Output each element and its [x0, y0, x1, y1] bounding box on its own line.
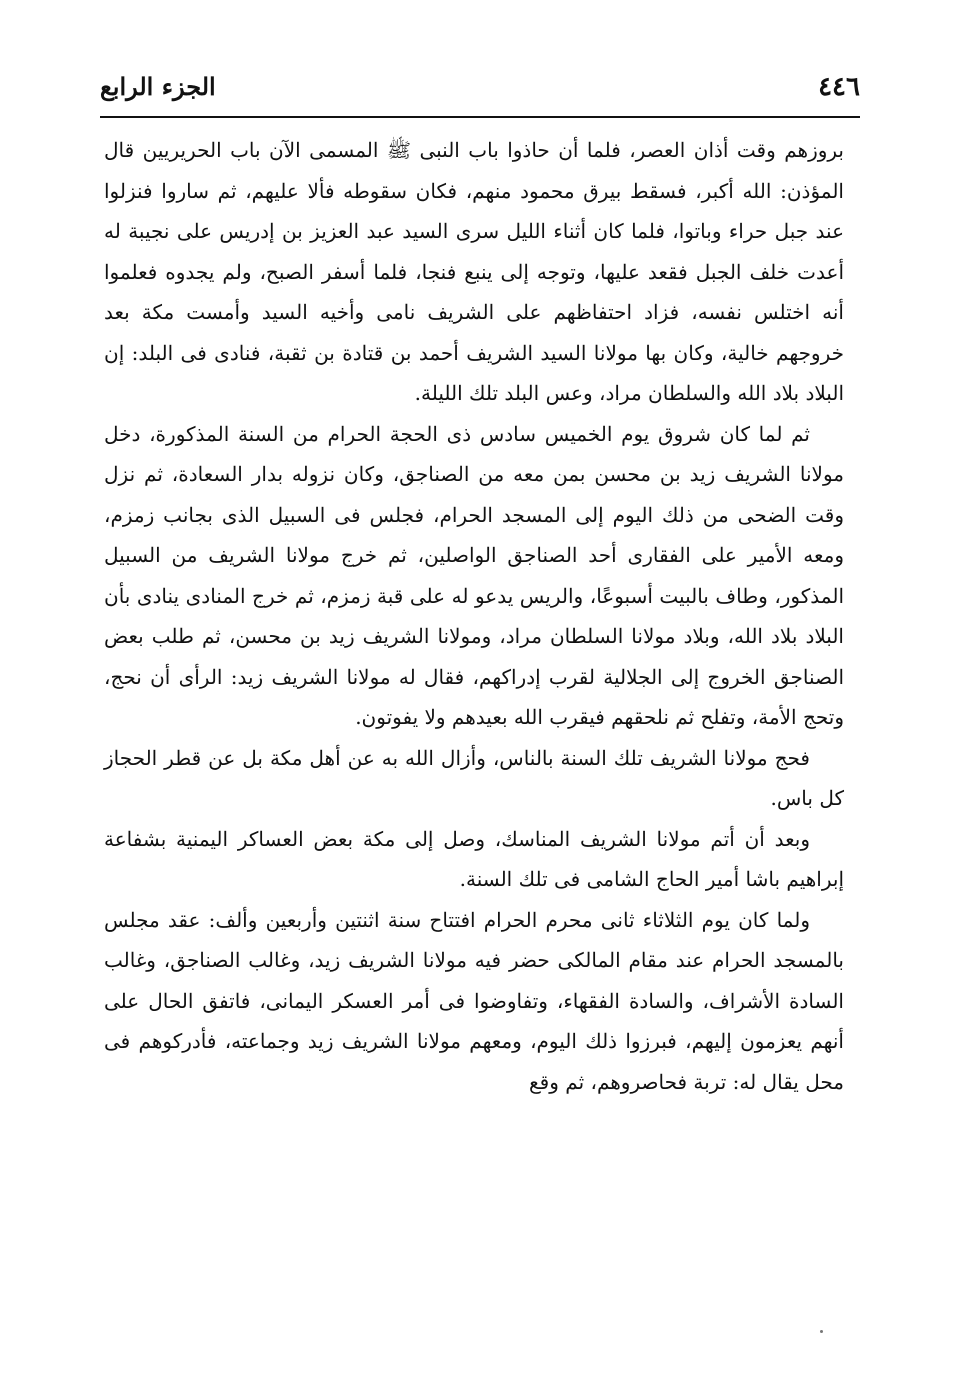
scan-mark [820, 1330, 823, 1333]
paragraph-5: ولما كان يوم الثلاثاء ثانى محرم الحرام افتتاح سنة اثنتين وأربعين وألف: عقد مجلس بالمسجد الحرام عند مقام المالكى حضر فيه مولانا الشريف زيد، وغالب الصناجق، وغالب السادة الأشراف، والسادة الفقهاء، وتفاوضوا فى أمر العسكر اليمانى، فاتفق الحال على أنهم يعزمون إليهم، فبرزوا ذلك اليوم، ومعهم مولانا الشريف زيد وجماعته، فأدركوهم فى محل يقال له: تربة فحاصروهم، ثم وقع [104, 907, 844, 1094]
paragraph-1: بروزهم وقت أذان العصر، فلما أن حاذوا باب النبى ﷺ المسمى الآن باب الحريريين قال المؤذن: الله أكبر، فسقط بيرق محمود منهم، فكان سقوطه فألا عليهم، ثم ساروا فنزلوا عند جبل حراء وباتوا، فلما كان أثناء الليل سرى السيد عبد العزيز بن إدريس على نجيبة له أعدت خلف الجبل فقعد عليها، وتوجه إلى ينبع فنجا، فلما أسفر الصبح، ولم يجدوه فعلموا أنه اختلس نفسه، فزاد احتفاظهم على الشريف نامى وأخيه السيد وأمست مكة بعد خروجهم خالية، وكان بها مولانا السيد الشريف أحمد بن قتادة بن ثقبة، فنادى فى البلد: إن البلاد بلاد الله والسلطان مراد، وعس البلد تلك الليلة. [104, 138, 844, 405]
header-divider [100, 116, 860, 118]
page-header [100, 64, 860, 110]
main-text [104, 130, 844, 1102]
page-number: ٤٤٦ [818, 72, 860, 102]
paragraph-4: وبعد أن أتم مولانا الشريف المناسك، وصل إلى مكة بعض العساكر اليمنية بشفاعة إبراهيم باشا أمير الحاج الشامى فى تلك السنة. [104, 826, 844, 891]
paragraph-3: فحج مولانا الشريف تلك السنة بالناس، وأزال الله به عن أهل مكة بل عن قطر الحجاز كل باس. [104, 745, 844, 810]
running-title: الجزء الرابع [100, 72, 216, 101]
paragraph-2: ثم لما كان شروق يوم الخميس سادس ذى الحجة الحرام من السنة المذكورة، دخل مولانا الشريف زيد بن محسن بمن معه من الصناجق، وكان نزوله بدار السعادة، ثم نزل وقت الضحى من ذلك اليوم إلى المسجد الحرام، فجلس فى السبيل الذى بجانب زمزم، ومعه الأمير على الفقارى أحد الصناجق الواصلين، ثم خرج مولانا الشريف من السبيل المذكور، وطاف بالبيت أسبوعًا، والريس يدعو له على قبة زمزم، ثم خرج المنادى ينادى بأن البلاد بلاد الله، وبلاد مولانا السلطان مراد، ومولانا الشريف زيد بن محسن، ثم طلب بعض الصناجق الخروج إلى الجلالية لقرب إدراكهم، فقال له مولانا الشريف زيد: الرأى أن نحج، وتحج الأمة، وتفلح ثم نلحقهم فيقرب الله بعيدهم ولا يفوتون. [104, 421, 844, 729]
